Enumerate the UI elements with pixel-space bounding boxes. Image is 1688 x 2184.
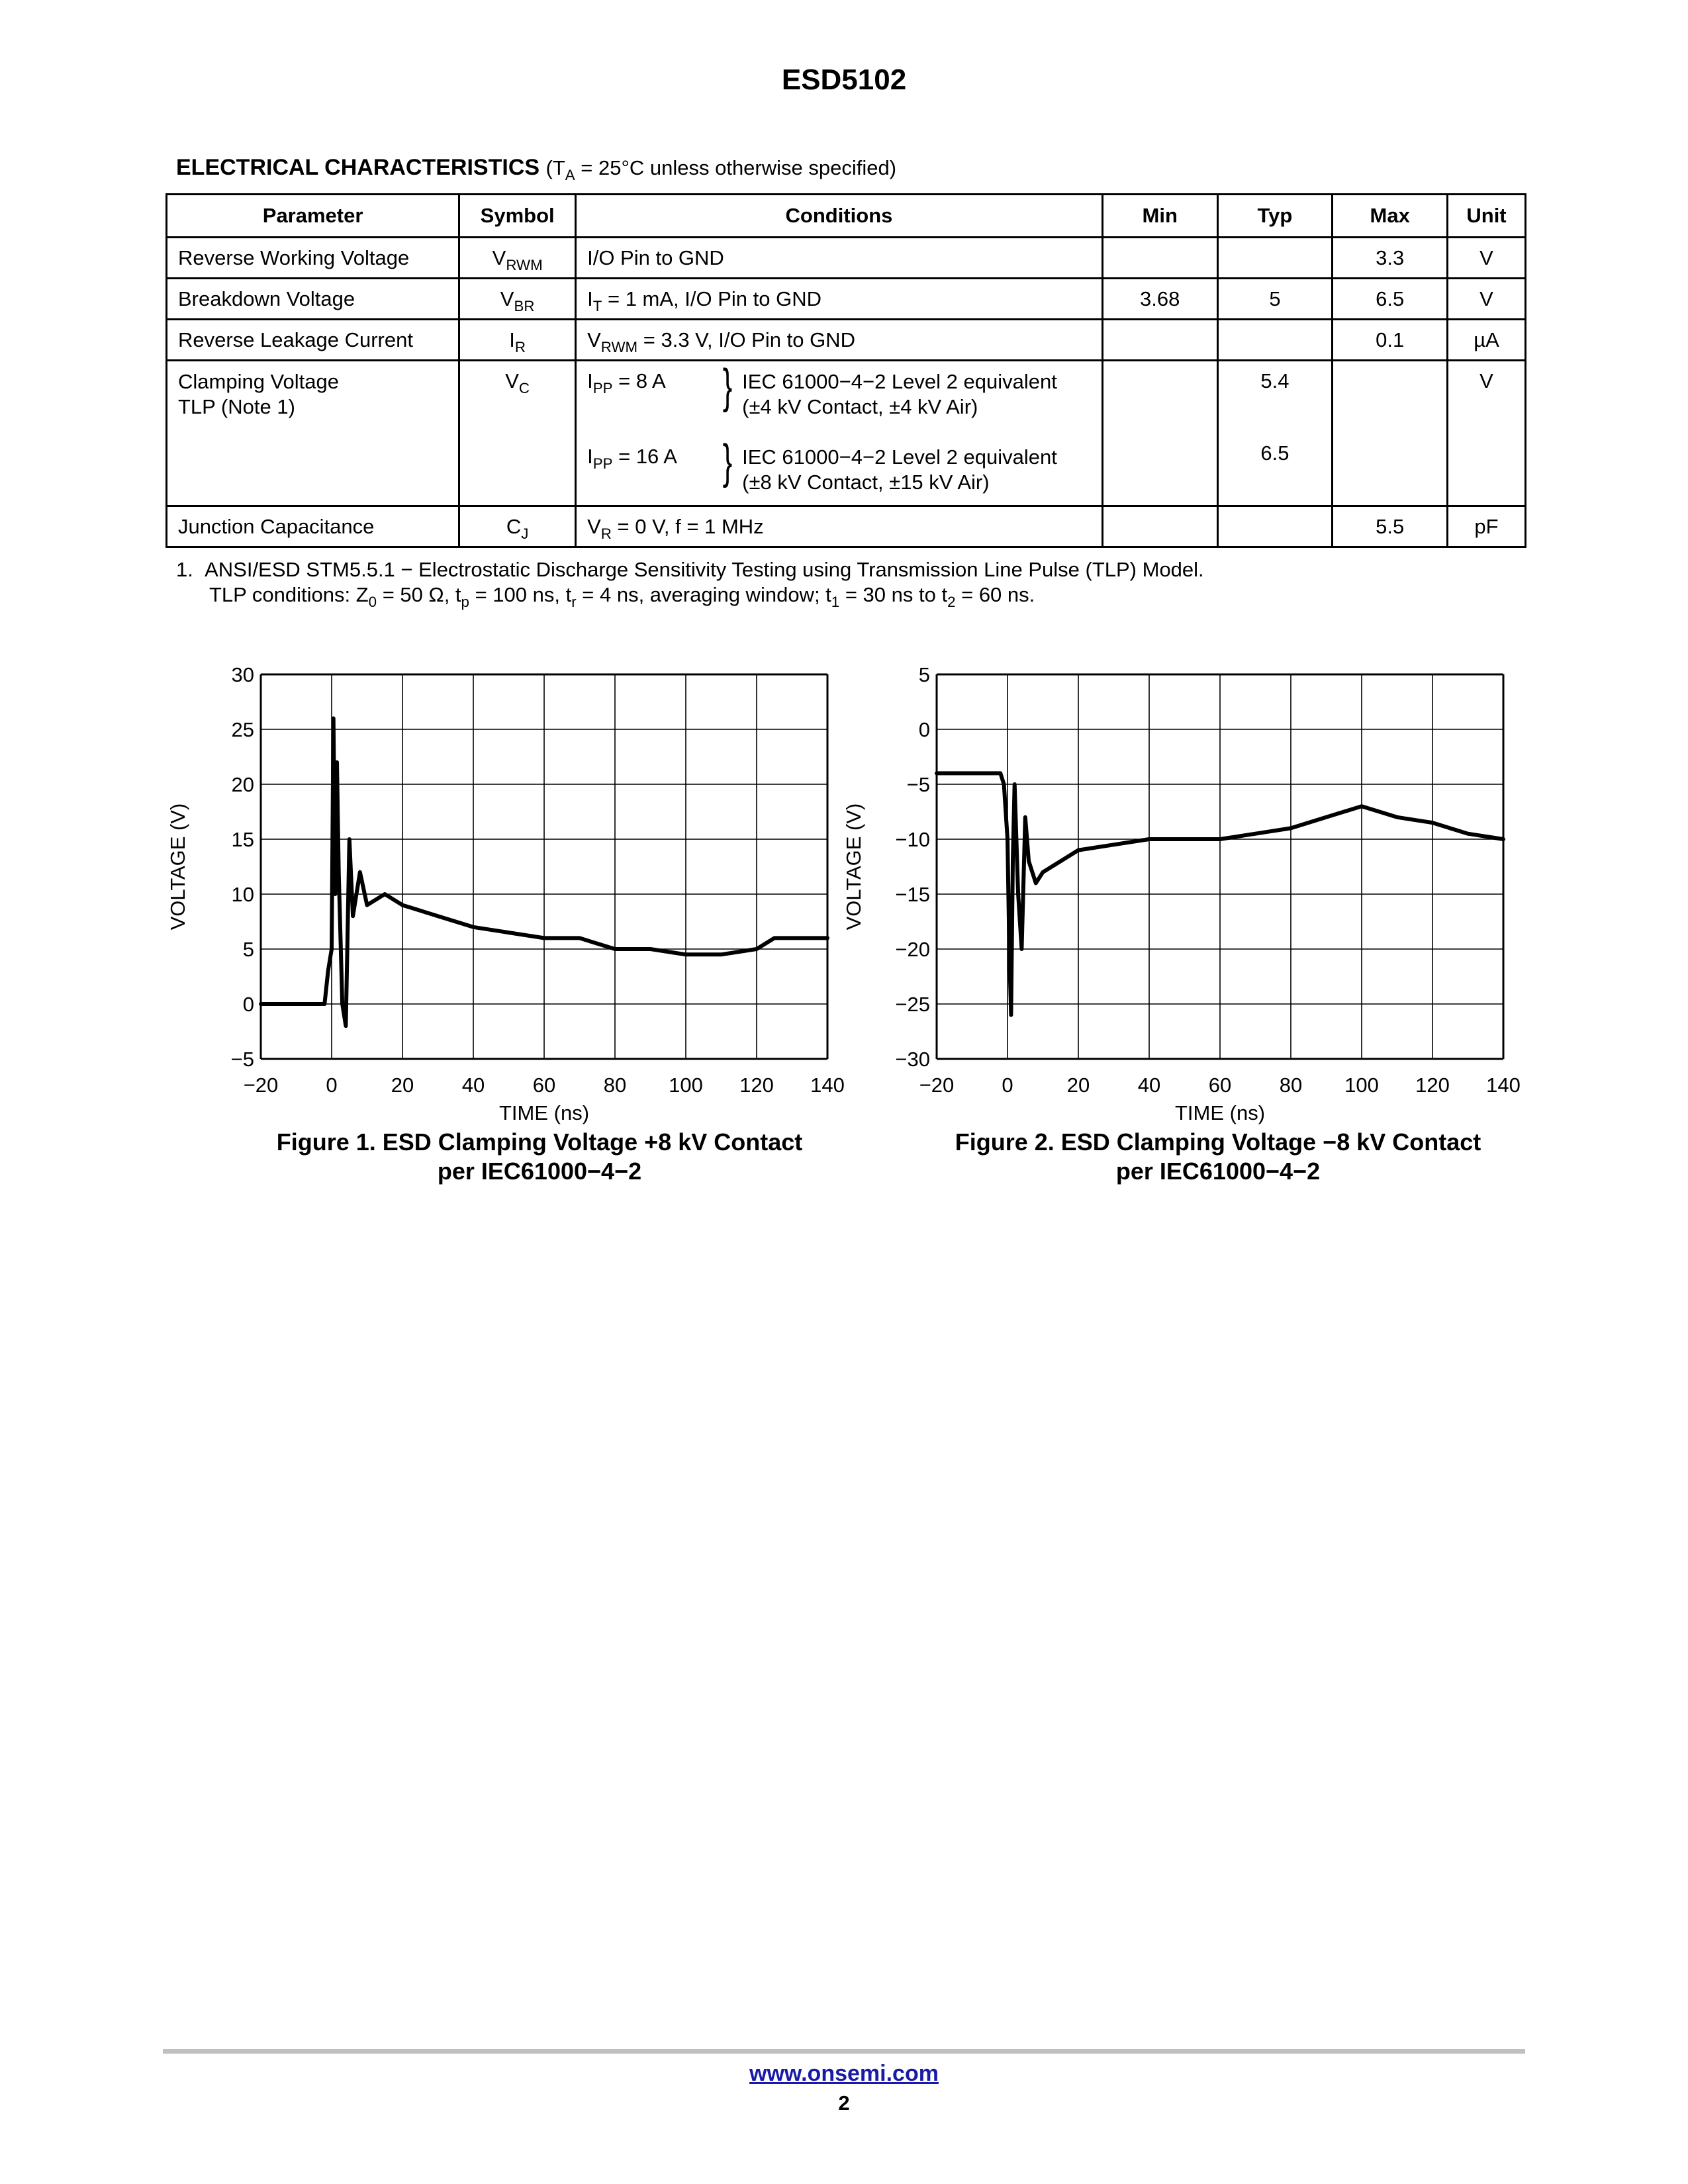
ipp-value: $I_{PP} = 16$ A xyxy=(587,445,677,472)
cell-max: 3.3 xyxy=(1333,238,1448,279)
x-axis-label: TIME (ns) xyxy=(1174,1101,1266,1124)
cell-symbol: $V_{RWM}$ xyxy=(459,238,576,279)
cell-min xyxy=(1102,320,1217,361)
cell-max xyxy=(1333,361,1448,506)
cell-max: 0.1 xyxy=(1333,320,1448,361)
footer-website-link[interactable]: www.onsemi.com xyxy=(749,2061,939,2086)
typ-value: 6.5 xyxy=(1260,441,1289,465)
document-title: ESD5102 xyxy=(781,64,907,96)
y-tick-label: 15 xyxy=(231,828,254,851)
footnote-line: TLP conditions: $Z_0 = 50$ Ω, $t_p = 100$ ns, $t_r = 4$ ns, averaging window; $t_1 = 30$ ns to $t_2 = 60$ ns. xyxy=(209,583,1035,610)
cell-symbol: $C_J$ xyxy=(459,506,576,547)
figure-1-caption: Figure 1. ESD Clamping Voltage +8 kV Contact per IEC61000−4−2 xyxy=(276,1128,803,1185)
y-tick-label: −10 xyxy=(895,828,930,851)
header-typ: Typ xyxy=(1217,195,1333,238)
cell-min xyxy=(1102,238,1217,279)
cell-typ: 5 xyxy=(1217,279,1333,320)
header-symbol: Symbol xyxy=(459,195,576,238)
section-heading xyxy=(176,155,896,181)
cell-typ xyxy=(1217,320,1333,361)
y-tick-label: −5 xyxy=(230,1048,254,1071)
brace-icon: } xyxy=(722,360,733,413)
cell-parameter xyxy=(167,361,459,506)
cell-unit: µA xyxy=(1448,320,1526,361)
table-row xyxy=(167,506,1526,547)
footnote xyxy=(176,557,1204,608)
x-tick-label: 100 xyxy=(669,1073,703,1097)
cell-symbol: $V_{BR}$ xyxy=(459,279,576,320)
x-axis-label: TIME (ns) xyxy=(498,1101,590,1124)
y-tick-label: −25 xyxy=(895,993,930,1016)
sub-condition xyxy=(587,360,1091,420)
x-tick-label: 120 xyxy=(1415,1073,1450,1097)
y-tick-label: −20 xyxy=(895,938,930,961)
cell-conditions: $I_T = 1$ mA, I/O Pin to GND xyxy=(576,279,1103,320)
header-unit: Unit xyxy=(1448,195,1526,238)
ipp-value: $I_{PP} = 8$ A xyxy=(587,369,666,396)
y-tick-label: 25 xyxy=(231,718,254,741)
cell-symbol: $I_R$ xyxy=(459,320,576,361)
x-tick-label: 80 xyxy=(603,1073,627,1097)
cell-max: 6.5 xyxy=(1333,279,1448,320)
table-row xyxy=(167,238,1526,279)
y-tick-label: 5 xyxy=(242,938,254,961)
x-tick-label: 0 xyxy=(326,1073,338,1097)
cell-parameter: Reverse Working Voltage xyxy=(167,238,459,279)
y-tick-label: 10 xyxy=(231,883,254,906)
cell-parameter: Junction Capacitance xyxy=(167,506,459,547)
table-row xyxy=(167,279,1526,320)
condition-description: IEC 61000−4−2 Level 2 equivalent (±8 kV Contact, ±15 kV Air) xyxy=(742,445,1057,494)
x-tick-label: 100 xyxy=(1344,1073,1379,1097)
section-heading-note: ($T_A = 25^\circ C$ unless otherwise specified) xyxy=(545,156,897,183)
y-tick-label: −30 xyxy=(895,1048,930,1071)
figure-1-chart xyxy=(152,649,867,1125)
footer-divider xyxy=(163,2049,1525,2054)
cell-min xyxy=(1102,506,1217,547)
cell-unit: pF xyxy=(1448,506,1526,547)
y-axis-label: VOLTAGE (V) xyxy=(166,803,189,931)
figure-2-chart xyxy=(842,649,1549,1125)
electrical-characteristics-table xyxy=(165,193,1526,548)
x-tick-label: 60 xyxy=(532,1073,556,1097)
cell-unit: V xyxy=(1448,279,1526,320)
condition-description: IEC 61000−4−2 Level 2 equivalent (±4 kV Contact, ±4 kV Air) xyxy=(742,370,1057,418)
parameter-line: Clamping Voltage xyxy=(178,370,339,393)
y-tick-label: 0 xyxy=(242,993,254,1016)
header-max: Max xyxy=(1333,195,1448,238)
cell-conditions: $V_R = 0$ V, f = 1 MHz xyxy=(576,506,1103,547)
y-tick-label: 0 xyxy=(918,718,930,741)
parameter-line: TLP (Note 1) xyxy=(178,395,295,418)
y-tick-label: 5 xyxy=(918,663,930,686)
x-tick-label: 20 xyxy=(391,1073,414,1097)
cell-conditions: I/O Pin to GND xyxy=(576,238,1103,279)
cell-unit: V xyxy=(1448,238,1526,279)
cell-min xyxy=(1102,361,1217,506)
x-tick-label: 140 xyxy=(810,1073,845,1097)
cell-typ xyxy=(1217,361,1333,506)
cell-typ xyxy=(1217,506,1333,547)
brace-icon: } xyxy=(722,435,733,488)
cell-typ xyxy=(1217,238,1333,279)
cell-symbol: $V_C$ xyxy=(459,361,576,506)
cell-max: 5.5 xyxy=(1333,506,1448,547)
y-tick-label: 20 xyxy=(231,773,254,796)
x-tick-label: 80 xyxy=(1279,1073,1303,1097)
cell-parameter: Breakdown Voltage xyxy=(167,279,459,320)
x-tick-label: −20 xyxy=(243,1073,279,1097)
x-tick-label: −20 xyxy=(919,1073,955,1097)
y-axis-label: VOLTAGE (V) xyxy=(842,803,865,931)
y-tick-label: −15 xyxy=(895,883,930,906)
page-number: 2 xyxy=(838,2091,850,2115)
x-tick-label: 20 xyxy=(1066,1073,1090,1097)
typ-value: 5.4 xyxy=(1260,369,1289,392)
cell-parameter: Reverse Leakage Current xyxy=(167,320,459,361)
y-tick-label: 30 xyxy=(231,663,254,686)
section-heading-text: ELECTRICAL CHARACTERISTICS xyxy=(176,155,540,180)
x-tick-label: 40 xyxy=(1137,1073,1161,1097)
table-header-row xyxy=(167,195,1526,238)
cell-unit: V xyxy=(1448,361,1526,506)
header-min: Min xyxy=(1102,195,1217,238)
cell-min: 3.68 xyxy=(1102,279,1217,320)
table-row xyxy=(167,361,1526,506)
figure-2-caption: Figure 2. ESD Clamping Voltage −8 kV Contact per IEC61000−4−2 xyxy=(955,1128,1481,1185)
x-tick-label: 120 xyxy=(739,1073,774,1097)
header-conditions: Conditions xyxy=(576,195,1103,238)
x-tick-label: 0 xyxy=(1002,1073,1013,1097)
y-tick-label: −5 xyxy=(906,773,930,796)
cell-conditions: $V_{RWM} = 3.3$ V, I/O Pin to GND xyxy=(576,320,1103,361)
cell-conditions xyxy=(576,361,1103,506)
sub-condition xyxy=(587,435,1091,495)
x-tick-label: 140 xyxy=(1486,1073,1521,1097)
x-tick-label: 40 xyxy=(461,1073,485,1097)
header-parameter: Parameter xyxy=(167,195,459,238)
footnote-line: 1. ANSI/ESD STM5.5.1 − Electrostatic Discharge Sensitivity Testing using Transmission Line Pulse (TLP) Model. xyxy=(176,558,1204,581)
table-row xyxy=(167,320,1526,361)
x-tick-label: 60 xyxy=(1208,1073,1232,1097)
